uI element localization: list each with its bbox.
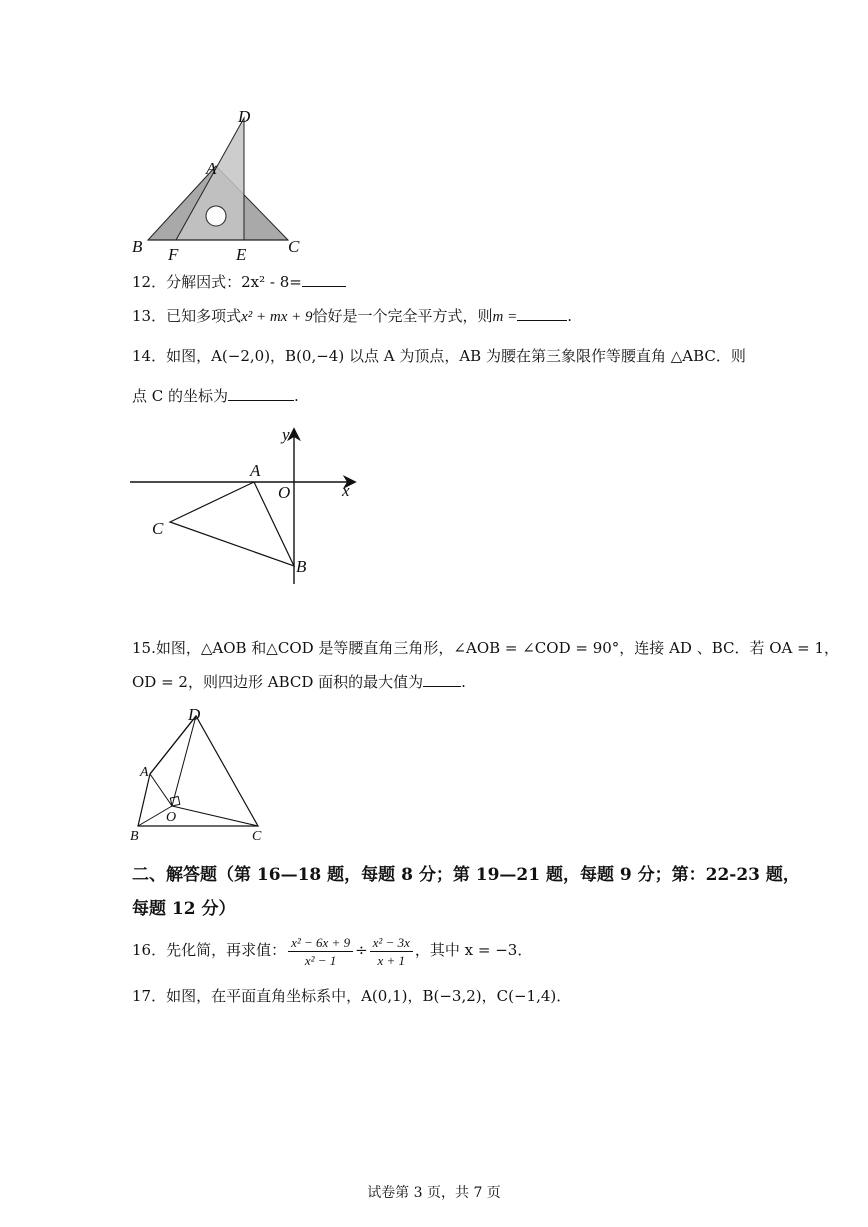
triangle-ABC bbox=[170, 482, 294, 566]
q16-frac2-denominator: x + 1 bbox=[377, 952, 406, 968]
question-14-line-2 bbox=[132, 386, 299, 406]
question-14-line-1 bbox=[132, 346, 746, 366]
right-angle-mark bbox=[170, 797, 179, 806]
q16-frac2-numerator: x² − 3x bbox=[370, 934, 413, 952]
q13-var: m = bbox=[492, 309, 518, 325]
question-17: 17．如图，在平面直角坐标系中，A(0,1)，B(−3,2)，C(−1,4)． bbox=[132, 987, 572, 1005]
label-O: O bbox=[166, 810, 177, 825]
q13-pre: 已知多项式 bbox=[166, 307, 242, 325]
question-12 bbox=[132, 272, 346, 292]
q15-answer-blank[interactable] bbox=[423, 672, 461, 687]
label-C: C bbox=[252, 829, 262, 844]
quadrilateral-ABCD bbox=[138, 716, 258, 826]
q15-line2-end: . bbox=[461, 673, 466, 691]
q14-line2-pre: 点 C 的坐标为 bbox=[132, 387, 229, 405]
figure-15-quadrilateral bbox=[126, 702, 276, 848]
label-y: y bbox=[282, 425, 290, 444]
q14-answer-blank[interactable] bbox=[228, 386, 294, 401]
question-15-line-1 bbox=[132, 638, 839, 658]
label-B: B bbox=[130, 829, 139, 844]
q15-line1: 15.如图，△AOB 和△COD 是等腰直角三角形，∠AOB = ∠COD = 90°，连接 AD 、BC．若 OA = 1， bbox=[132, 639, 840, 657]
label-F: F bbox=[168, 245, 179, 264]
q12-answer-blank[interactable] bbox=[302, 272, 346, 287]
label-D: D bbox=[188, 705, 201, 724]
q14-number: 14． bbox=[132, 347, 167, 365]
q13-mid: 恰好是一个完全平方式，则 bbox=[312, 307, 493, 325]
label-D: D bbox=[238, 107, 251, 126]
q16-pre: 16．先化简，再求值： bbox=[132, 941, 287, 959]
q16-operator: ÷ bbox=[355, 941, 368, 959]
q16-post: ，其中 x = −3． bbox=[414, 941, 533, 959]
q16-frac1-denominator: x² − 1 bbox=[304, 952, 337, 968]
label-A: A bbox=[206, 159, 217, 178]
label-x: x bbox=[342, 481, 350, 500]
question-16 bbox=[132, 930, 532, 970]
q12-number: 12． bbox=[132, 273, 167, 291]
q16-frac1-numerator: x² − 6x + 9 bbox=[288, 934, 353, 952]
label-A: A bbox=[250, 461, 261, 480]
section-2-heading-line-2: 每题 12 分） bbox=[132, 899, 236, 919]
question-13 bbox=[132, 306, 572, 327]
page-footer: 试卷第 3 页，共 7 页 bbox=[367, 1185, 501, 1201]
label-B: B bbox=[132, 237, 143, 256]
q15-line2-pre: OD = 2，则四边形 ABCD 面积的最大值为 bbox=[132, 673, 424, 691]
question-15-line-2 bbox=[132, 672, 466, 692]
q13-number: 13． bbox=[132, 307, 167, 325]
figure-triangle-set-square bbox=[128, 104, 308, 266]
set-square-hole bbox=[206, 206, 226, 226]
label-C: C bbox=[152, 519, 164, 538]
q13-answer-blank[interactable] bbox=[517, 306, 567, 321]
q16-fraction-1 bbox=[288, 934, 353, 969]
q16-fraction-2 bbox=[370, 934, 413, 969]
label-B: B bbox=[296, 557, 307, 576]
q14-line2-end: . bbox=[294, 387, 299, 405]
label-E: E bbox=[236, 245, 247, 264]
q12-expression: 2x² - 8= bbox=[241, 273, 302, 291]
section-2-heading-line-1: 二、解答题（第 16—18 题，每题 8 分；第 19—21 题，每题 9 分；第：22-23 题， bbox=[132, 865, 800, 885]
q14-line1: 如图，A(−2,0)，B(0,−4) 以点 A 为顶点，AB 为腰在第三象限作等腰直角 △ABC．则 bbox=[166, 347, 746, 365]
label-A: A bbox=[140, 765, 149, 780]
label-O: O bbox=[278, 483, 291, 502]
figure-14-coordinate-plane bbox=[126, 420, 366, 592]
label-C: C bbox=[288, 237, 300, 256]
q13-expression: x² + mx + 9 bbox=[241, 309, 313, 325]
q13-end: . bbox=[567, 307, 573, 325]
q12-text: 分解因式： bbox=[166, 273, 242, 291]
